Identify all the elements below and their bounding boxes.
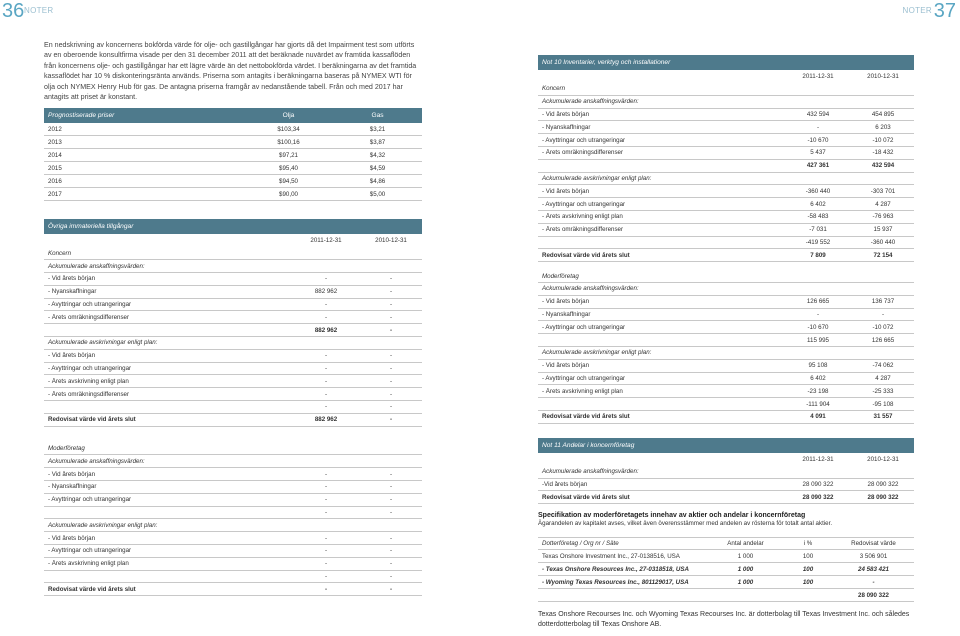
row-value-current: 126 665	[806, 298, 830, 306]
row-label: - Årets avskrivning enligt plan	[542, 213, 623, 221]
price-table	[44, 108, 422, 201]
table-row	[538, 211, 914, 224]
subsidiary-name: Texas Onshore Investment Inc., 27-0138516, USA	[542, 552, 680, 560]
row-value-previous: 15 937	[873, 226, 893, 234]
row-value-current: -	[324, 377, 328, 385]
row-value-previous: -	[389, 416, 393, 424]
row-label: - Avyttringar och utrangeringar	[48, 496, 132, 504]
row-value-previous: -10 072	[872, 323, 894, 331]
subsidiary-col-value: Redovisat värde	[851, 540, 896, 548]
row-value-previous: -74 062	[872, 362, 894, 370]
intangible-rows	[44, 247, 422, 426]
table-row	[44, 494, 422, 507]
table-row	[538, 270, 914, 283]
row-value-previous: -95 108	[872, 400, 894, 408]
row-value-current: 95 108	[808, 362, 828, 370]
row-value-current: -10 670	[807, 136, 829, 144]
subsidiary-name: - Texas Onshore Resources Inc., 27-0318518, USA	[542, 565, 689, 573]
row-value-previous: -	[389, 313, 393, 321]
left-column	[44, 40, 422, 596]
row-value-current: 115 995	[807, 336, 829, 344]
row-value-previous: -	[389, 508, 393, 516]
row-label: - Nyanskaffningar	[48, 288, 97, 296]
table-row	[538, 411, 914, 424]
subsidiary-header	[538, 537, 914, 550]
row-value-current: -	[324, 496, 328, 504]
subsidiary-shares: 1 000	[737, 578, 754, 586]
row-value-current: -	[324, 403, 328, 411]
note11-rows	[538, 466, 914, 504]
row-label: - Avyttringar och utrangeringar	[48, 547, 132, 555]
note10-parent-rows	[538, 270, 914, 424]
row-label: Ackumulerade anskaffningsvärden:	[48, 457, 145, 465]
row-label: Moderföretag	[542, 272, 579, 280]
table-row	[538, 347, 914, 360]
table-row	[538, 321, 914, 334]
row-value-current: 6 402	[810, 374, 826, 382]
row-value-current: -	[324, 301, 328, 309]
gas-price: $4,32	[369, 151, 386, 159]
row-value-previous: 432 594	[871, 162, 895, 170]
subsidiary-shares: 1 000	[737, 552, 754, 560]
row-value-current: 4 091	[810, 413, 826, 421]
gas-price: $3,87	[369, 138, 386, 146]
oil-column-header: Olja	[282, 112, 295, 120]
row-value-current: 882 962	[314, 326, 338, 334]
subsidiary-percent: 100	[802, 578, 814, 586]
row-value-current: -	[324, 560, 328, 568]
price-year: 2015	[48, 164, 62, 172]
row-value-previous: -	[389, 483, 393, 491]
row-value-previous: -360 440	[870, 238, 896, 246]
row-value-current: -	[324, 352, 328, 360]
row-value-previous: -10 072	[872, 136, 894, 144]
gas-column-header: Gas	[371, 112, 384, 120]
subsidiary-row	[538, 550, 914, 563]
table-row	[538, 224, 914, 237]
row-label: - Vid årets början	[542, 187, 590, 195]
table-row	[44, 468, 422, 481]
table-row	[44, 414, 422, 427]
row-label: Redovisat värde vid årets slut	[542, 493, 630, 501]
row-label: - Vid årets början	[48, 352, 96, 360]
subsidiary-value: 28 090 322	[858, 591, 889, 599]
intangible-date-header	[44, 234, 422, 247]
table-row	[44, 286, 422, 299]
row-value-previous: 136 737	[871, 298, 895, 306]
oil-price: $94,50	[279, 177, 298, 185]
right-column	[538, 55, 914, 630]
row-value-current: 7 809	[810, 251, 826, 259]
row-label: Ackumulerade anskaffningsvärden:	[48, 262, 145, 270]
note11-header: Not 11 Andelar i koncernföretag	[538, 438, 914, 453]
row-value-current: -111 904	[806, 400, 830, 408]
row-label: - Nyanskaffningar	[542, 123, 591, 131]
page-label-right: NOTER	[902, 6, 932, 15]
row-value-previous: -	[389, 560, 393, 568]
row-label: - Avyttringar och utrangeringar	[48, 301, 132, 309]
table-row	[44, 401, 422, 414]
row-label: - Vid årets början	[48, 275, 96, 283]
price-row	[44, 175, 422, 188]
row-label: - Vid årets början	[542, 362, 590, 370]
table-row	[538, 479, 914, 492]
row-value-current: -360 440	[805, 187, 831, 195]
row-label: - Nyanskaffningar	[48, 483, 97, 491]
row-value-current: 6 402	[810, 200, 826, 208]
row-value-current: -	[816, 310, 820, 318]
row-label: - Avyttringar och utrangeringar	[48, 365, 132, 372]
table-row	[538, 121, 914, 134]
table-row	[538, 160, 914, 173]
price-table-header	[44, 108, 422, 123]
oil-price: $95,40	[279, 164, 298, 172]
subsidiary-value: 3 506 901	[859, 552, 888, 560]
subsidiary-row	[538, 589, 914, 602]
row-value-previous: -	[389, 390, 393, 398]
row-value-previous: -	[389, 572, 393, 580]
table-row	[538, 147, 914, 160]
row-label: Ackumulerade avskrivningar enligt plan:	[542, 349, 652, 357]
spec-title: Specifikation av moderföretagets innehav av aktier och andelar i koncernföretag	[538, 512, 806, 520]
note10-date-2: 2010-12-31	[867, 73, 899, 80]
row-label: - Nyanskaffningar	[542, 310, 591, 318]
row-value-previous: -	[389, 403, 393, 411]
row-label: - Vid årets början	[48, 534, 96, 542]
table-row	[538, 109, 914, 122]
subsidiary-col-percent: i %	[803, 540, 813, 548]
row-value-previous: 454 895	[871, 110, 895, 118]
row-value-current: -23 198	[807, 387, 829, 395]
row-value-current: -58 483	[807, 213, 829, 221]
row-value-current: 427 361	[806, 162, 830, 170]
intangible-table-header: Övriga immateriella tillgångar	[44, 219, 422, 234]
table-row	[44, 350, 422, 363]
row-label: - Avyttringar och utrangeringar	[542, 323, 626, 331]
price-row	[44, 162, 422, 175]
table-row	[538, 249, 914, 262]
row-label: Ackumulerade anskaffningsvärden:	[542, 285, 639, 293]
price-row	[44, 136, 422, 149]
row-value-previous: -303 701	[870, 187, 896, 195]
subsidiary-percent: 100	[802, 552, 814, 560]
table-row	[44, 337, 422, 350]
row-value-previous: -	[389, 585, 393, 593]
table-row	[538, 466, 914, 479]
table-row	[44, 519, 422, 532]
subsidiary-rows	[538, 550, 914, 602]
row-value-previous: -	[389, 326, 393, 334]
table-row	[538, 360, 914, 373]
row-value-previous: 4 287	[875, 374, 891, 382]
row-value-current: -	[324, 365, 328, 372]
row-value-current: -10 670	[807, 323, 829, 331]
row-value-previous: -25 333	[872, 387, 894, 395]
row-label: - Årets avskrivning enligt plan	[48, 560, 129, 568]
footnote: Texas Onshore Recourses Inc. och Wyoming Texas Recourses Inc. är dotterbolag till Texas Investment Inc. och således dotterdotterbolag till Texas Onshore AB.	[538, 611, 910, 629]
subsidiary-name: - Wyoming Texas Resources Inc., 801129017, USA	[542, 578, 689, 586]
row-value-previous: -	[389, 301, 393, 309]
table-row	[44, 583, 422, 596]
price-row	[44, 188, 422, 201]
price-year: 2012	[48, 125, 62, 133]
table-row	[44, 247, 422, 260]
subsidiary-row	[538, 576, 914, 589]
table-row	[538, 96, 914, 109]
row-value-previous: -76 963	[872, 213, 894, 221]
table-row	[44, 558, 422, 571]
gas-price: $5,00	[369, 190, 386, 198]
row-value-current: -	[324, 313, 328, 321]
subsidiary-table	[538, 537, 914, 602]
row-label: - Årets omräkningsdifferenser	[542, 149, 624, 157]
row-value-previous: -	[881, 310, 885, 318]
note10-date-header	[538, 70, 914, 83]
subsidiary-shares: 1 000	[737, 565, 754, 573]
subsidiary-row	[538, 563, 914, 576]
row-label: Redovisat värde vid årets slut	[48, 416, 136, 424]
table-row	[44, 375, 422, 388]
row-value-current: -	[324, 275, 328, 283]
intangible-date-1: 2011-12-31	[310, 237, 342, 245]
table-row	[538, 309, 914, 322]
table-row	[44, 273, 422, 286]
page-number-right: 37	[933, 0, 956, 22]
row-label: -Vid årets början	[542, 480, 588, 488]
row-label: Ackumulerade anskaffningsvärden:	[542, 98, 639, 106]
row-value-previous: 6 203	[875, 123, 891, 131]
row-value-previous: 28 090 322	[867, 493, 899, 501]
oil-price: $97,21	[279, 151, 298, 159]
row-value-current: -	[816, 123, 820, 131]
row-value-current: 28 090 322	[802, 480, 834, 488]
note10-header: Not 10 Inventarier, verktyg och installationer	[538, 55, 914, 70]
table-row	[538, 385, 914, 398]
table-row	[538, 134, 914, 147]
table-row	[538, 491, 914, 504]
row-value-current: -7 031	[809, 226, 827, 234]
table-row	[538, 83, 914, 96]
row-label: Redovisat värde vid årets slut	[542, 413, 630, 421]
row-value-current: 882 962	[314, 288, 338, 296]
price-year: 2013	[48, 138, 62, 146]
row-value-current: -	[324, 547, 328, 555]
row-value-previous: -	[389, 547, 393, 555]
page-label-left: NOTER	[24, 6, 54, 15]
row-label: Ackumulerade avskrivningar enligt plan:	[48, 339, 158, 347]
note11-date-1: 2011-12-31	[802, 455, 834, 463]
subsidiary-value: -	[872, 578, 875, 586]
row-value-current: -	[324, 390, 328, 398]
row-value-current: -	[324, 470, 328, 478]
row-value-current: -	[324, 585, 328, 593]
subsidiary-percent: 100	[802, 565, 814, 573]
row-value-previous: -	[389, 377, 393, 385]
row-label: Ackumulerade anskaffningsvärden:	[542, 468, 639, 476]
row-label: Moderföretag	[48, 444, 85, 452]
price-table-title: Prognostiserade priser	[48, 112, 115, 120]
row-value-current: -419 552	[805, 238, 831, 246]
row-value-previous: -	[389, 470, 393, 478]
intangible-parent-rows	[44, 443, 422, 597]
price-year: 2017	[48, 190, 62, 198]
note11-date-header	[538, 453, 914, 466]
table-row	[44, 324, 422, 337]
subsidiary-col-shares: Antal andelar	[727, 540, 764, 548]
row-value-current: -	[324, 572, 328, 580]
row-value-previous: -	[389, 288, 393, 296]
row-value-previous: 31 557	[873, 413, 893, 421]
table-row	[44, 388, 422, 401]
row-value-previous: -18 432	[872, 149, 894, 157]
table-row	[44, 455, 422, 468]
table-row	[538, 173, 914, 186]
row-label: Redovisat värde vid årets slut	[48, 585, 136, 593]
row-value-current: 882 962	[314, 416, 338, 424]
note10-table	[538, 55, 914, 424]
intangible-date-2: 2010-12-31	[375, 237, 407, 245]
price-rows	[44, 123, 422, 201]
table-row	[44, 545, 422, 558]
intro-paragraph: En nedskrivning av koncernens bokförda värde för olje- och gastillgångar har gjorts då det Impairment test som utförts av en oberoende konsultfirma visade per den 31 december 2011 att det beräknade nuvärdet av framtida kassaflöden från koncernens olje- och gastillgångar har ett lägre värde än det nettobokförda värdet. I beräkningarna av det framtida kassaflödet har 10 % diskonteringsränta används. Priserna som antagits i beräkningarna baseras på NYMEX WTI för olja och NYMEX Henry Hub för gas. De antagna priserna framgår av nedanstående tabell. Från och med 2017 har antagits att priset är konstant.	[44, 41, 417, 102]
row-value-current: 5 437	[810, 149, 826, 157]
price-year: 2016	[48, 177, 62, 185]
table-row	[44, 571, 422, 584]
row-label: Ackumulerade avskrivningar enligt plan:	[542, 174, 652, 182]
table-row	[538, 373, 914, 386]
row-label: - Avyttringar och utrangeringar	[542, 200, 626, 208]
price-row	[44, 149, 422, 162]
note10-date-1: 2011-12-31	[802, 73, 834, 80]
table-row	[44, 311, 422, 324]
row-value-current: -	[324, 483, 328, 491]
row-value-current: 432 594	[806, 110, 830, 118]
table-row	[538, 296, 914, 309]
table-row	[538, 198, 914, 211]
row-value-previous: -	[389, 496, 393, 504]
row-value-previous: -	[389, 352, 393, 360]
row-value-previous: -	[389, 534, 393, 542]
row-value-previous: -	[389, 365, 393, 372]
page-number-left: 36	[2, 0, 25, 22]
table-row	[44, 481, 422, 494]
row-value-current: -	[324, 534, 328, 542]
row-label: Koncern	[542, 85, 566, 93]
table-row	[538, 283, 914, 296]
row-label: - Årets avskrivning enligt plan	[542, 387, 623, 395]
intangible-table	[44, 219, 422, 596]
row-label: Ackumulerade avskrivningar enligt plan:	[48, 521, 158, 529]
row-value-current: 28 090 322	[802, 493, 834, 501]
row-value-previous: 28 090 322	[867, 480, 899, 488]
note10-rows	[538, 83, 914, 262]
table-row	[538, 398, 914, 411]
table-row	[44, 507, 422, 520]
note11-date-2: 2010-12-31	[867, 455, 899, 463]
price-year: 2014	[48, 151, 62, 159]
row-value-previous: 72 154	[873, 251, 893, 259]
table-row	[538, 185, 914, 198]
spec-subtitle: Ägarandelen av kapitalet avses, vilket även överensstämmer med andelen av rösterna för totalt antal aktier.	[538, 520, 833, 528]
subsidiary-col-name: Dotterföretag / Org nr / Säte	[542, 540, 619, 548]
row-label: - Vid årets början	[542, 298, 590, 306]
table-row	[44, 532, 422, 545]
gas-price: $4,59	[369, 164, 386, 172]
oil-price: $103,34	[277, 125, 300, 133]
row-label: - Årets omräkningsdifferenser	[48, 313, 130, 321]
row-label: - Vid årets början	[542, 110, 590, 118]
gas-price: $4,86	[369, 177, 386, 185]
row-value-previous: 4 287	[875, 200, 891, 208]
table-row	[538, 334, 914, 347]
row-label: - Avyttringar och utrangeringar	[542, 374, 626, 382]
row-label: - Vid årets början	[48, 470, 96, 478]
row-label: - Årets avskrivning enligt plan	[48, 377, 129, 385]
oil-price: $90,00	[279, 190, 298, 198]
row-label: Redovisat värde vid årets slut	[542, 251, 630, 259]
subsidiary-value: 24 583 421	[858, 565, 889, 573]
table-row	[538, 237, 914, 250]
row-value-current: -	[324, 508, 328, 516]
table-row	[44, 299, 422, 312]
row-label: - Årets omräkningsdifferenser	[48, 390, 130, 398]
row-value-previous: 126 665	[871, 336, 895, 344]
oil-price: $100,16	[277, 138, 300, 146]
note11-table	[538, 438, 914, 504]
row-value-previous: -	[389, 275, 393, 283]
table-row	[44, 363, 422, 376]
price-row	[44, 123, 422, 136]
row-label: Koncern	[48, 249, 72, 257]
table-row	[44, 260, 422, 273]
table-row	[44, 443, 422, 456]
row-label: - Avyttringar och utrangeringar	[542, 136, 626, 144]
gas-price: $3,21	[369, 125, 386, 133]
row-label: - Årets omräkningsdifferenser	[542, 226, 624, 234]
